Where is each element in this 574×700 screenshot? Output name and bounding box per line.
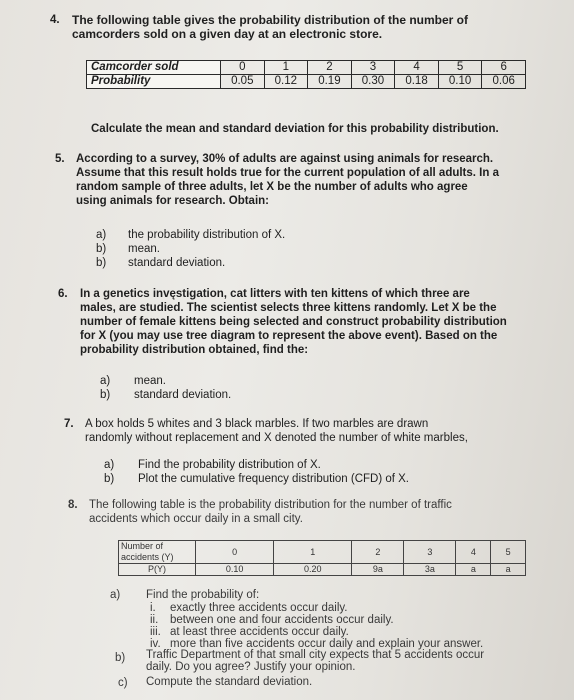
q7-line: A box holds 5 whites and 3 black marbles. If two marbles are drawn [85, 418, 429, 430]
q8a-label: a) [110, 589, 121, 601]
list-item: a) mean. [100, 375, 166, 387]
q5-line: According to a survey, 30% of adults are against using animals for research. [76, 153, 494, 165]
list-item: b) Plot the cumulative frequency distribution (CFD) of X. [104, 473, 410, 485]
q8b-line: Traffic Department of that small city expects that 5 accidents occur [146, 649, 485, 661]
q6-line: for X (you may use tree diagram to represent the above event). Based on the [80, 330, 498, 342]
list-item: i. exactly three accidents occur daily. [150, 602, 348, 614]
table-cell: 2 [352, 541, 404, 564]
list-item: a) Find the probability distribution of X. [104, 459, 321, 471]
table-cell: 0.10 [196, 564, 274, 576]
table-header-camcorder: Camcorder sold [87, 61, 221, 75]
table-cell: a [491, 564, 526, 576]
q6-line: In a genetics invęstigation, cat litters with ten kittens of which three are [80, 288, 470, 300]
table-cell: a [456, 564, 491, 576]
q7-items [104, 458, 409, 486]
table-header-probability: Probability [87, 75, 221, 89]
table-row [87, 61, 526, 75]
list-item: ii. between one and four accidents occur daily. [150, 614, 394, 626]
list-item: iii. at least three accidents occur daily. [150, 626, 349, 638]
q6-number: 6. [58, 288, 68, 300]
q5-line: Assume that this result holds true for the current population of all adults. In a [76, 167, 499, 179]
list-item: a) the probability distribution of X. [96, 229, 286, 241]
table-cell: 1 [274, 541, 352, 564]
q8a-subitems [150, 602, 483, 650]
table-cell: 5 [438, 61, 482, 75]
table-cell: 5 [491, 541, 526, 564]
table-cell: 2 [308, 61, 352, 75]
q6-line: number of female kittens being selected and construct probability distribution [80, 316, 507, 328]
list-item: b) standard deviation. [96, 257, 226, 269]
table-cell: 0 [196, 541, 274, 564]
q8c-text: Compute the standard deviation. [146, 676, 313, 688]
table-cell: 4 [395, 61, 439, 75]
table-cell: 4 [456, 541, 491, 564]
table-cell: 3 [351, 61, 395, 75]
q8c-label: c) [118, 677, 128, 689]
q7-number: 7. [64, 418, 74, 430]
table-cell: 0.20 [274, 564, 352, 576]
q4-number: 4. [50, 14, 60, 26]
table-row [87, 75, 526, 89]
table-cell: 0 [221, 61, 265, 75]
q6-items [100, 374, 231, 402]
table-row [119, 541, 526, 564]
q8b-label: b) [115, 652, 126, 664]
q5-paragraph [76, 152, 499, 208]
q6-line: males, are studied. The scientist selects three kittens randomly. Let X be the [80, 302, 497, 314]
q6-line: probability distribution obtained, find the: [80, 344, 309, 356]
table-cell: 0.18 [395, 75, 439, 89]
list-item: b) standard deviation. [100, 389, 232, 401]
table-cell: 1 [264, 61, 308, 75]
table-cell: 9a [352, 564, 404, 576]
q8-probability-table [118, 540, 526, 576]
table-cell: 3 [404, 541, 456, 564]
q8-line: accidents which occur daily in a small city. [89, 513, 303, 525]
q8b-paragraph [146, 649, 484, 673]
table-cell: 6 [482, 61, 526, 75]
table-cell: 0.30 [351, 75, 395, 89]
q7-line: randomly without replacement and X denoted the number of white marbles, [85, 432, 468, 444]
table-cell: 3a [404, 564, 456, 576]
q4-instruction: Calculate the mean and standard deviation for this probability distribution. [91, 123, 499, 135]
q5-line: using animals for research. Obtain: [76, 195, 269, 207]
q8-number: 8. [68, 499, 78, 511]
q8b-line: daily. Do you agree? Justify your opinion. [146, 661, 356, 673]
table-cell: 0.19 [308, 75, 352, 89]
q8a-text: Find the probability of: [146, 589, 260, 601]
q4-probability-table [86, 60, 526, 89]
q5-items [96, 228, 285, 270]
table-header-py: P(Y) [119, 564, 196, 576]
q4-line1: The following table gives the probability distribution of the number of [72, 13, 468, 27]
table-row [119, 564, 526, 576]
q8-paragraph [89, 498, 452, 526]
table-cell: 0.10 [438, 75, 482, 89]
q6-paragraph [80, 287, 507, 357]
q8-line: The following table is the probability distribution for the number of traffic [89, 499, 452, 511]
q7-paragraph [85, 417, 468, 445]
q4-line2: camcorders sold on a given day at an electronic store. [72, 27, 383, 41]
table-cell: 0.05 [221, 75, 265, 89]
list-item: iv. more than five accidents occur daily and explain your answer. [150, 638, 484, 650]
q5-line: random sample of three adults, let X be the number of adults who agree [76, 181, 468, 193]
table-cell: 0.12 [264, 75, 308, 89]
q5-number: 5. [55, 153, 65, 165]
list-item: b) mean. [96, 243, 160, 255]
table-header-accidents: Number of accidents (Y) [119, 541, 196, 564]
table-cell: 0.06 [482, 75, 526, 89]
